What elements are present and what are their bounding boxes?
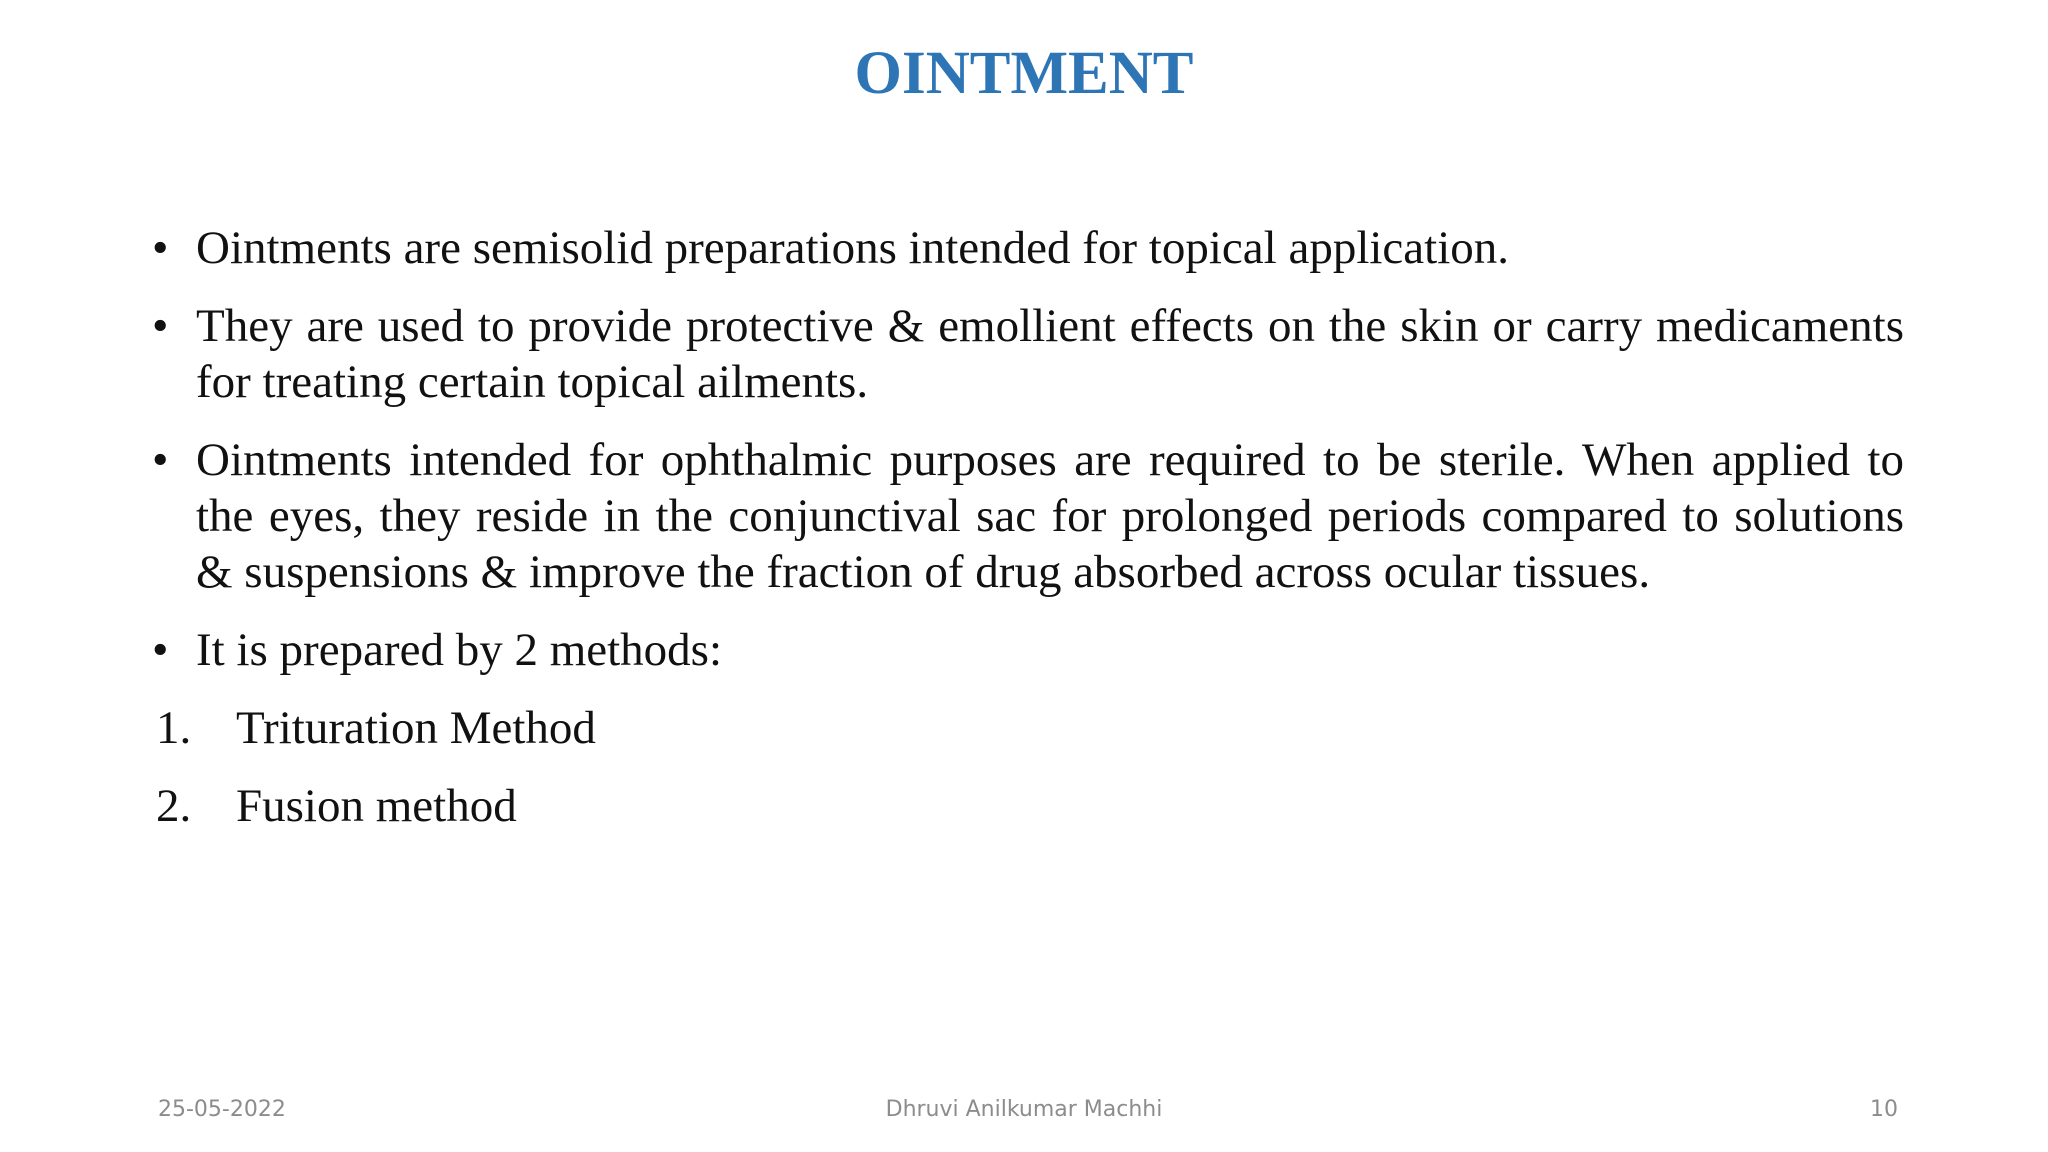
footer-date: 25-05-2022 — [158, 1097, 286, 1122]
numbered-item — [152, 778, 1904, 834]
number-marker: 1. — [156, 702, 192, 754]
slide-content — [152, 220, 1904, 856]
number-marker: 2. — [156, 780, 192, 832]
bullet-marker: • — [152, 624, 169, 676]
bullet-text: They are used to provide protective & emollient effects on the skin or carry medicaments for treating certain topical ailments. — [196, 300, 1904, 408]
bullet-item — [152, 298, 1904, 410]
bullet-text: Ointments intended for ophthalmic purposes are required to be sterile. When applied to the eyes, they reside in the conjunctival sac for prolonged periods compared to solutions & suspensions & improve the fraction of drug absorbed across ocular tissues. — [196, 434, 1904, 598]
bullet-text: Ointments are semisolid preparations intended for topical application. — [196, 222, 1510, 274]
numbered-item — [152, 700, 1904, 756]
bullet-text: It is prepared by 2 methods: — [196, 624, 723, 676]
bullet-marker: • — [152, 434, 169, 486]
bullet-item — [152, 622, 1904, 678]
footer-author: Dhruvi Anilkumar Machhi — [885, 1097, 1163, 1122]
footer-page-number: 10 — [1870, 1097, 1898, 1122]
numbered-text: Fusion method — [236, 780, 517, 832]
numbered-text: Trituration Method — [236, 702, 596, 754]
bullet-item — [152, 220, 1904, 276]
bullet-item — [152, 432, 1904, 600]
slide-title: OINTMENT — [854, 40, 1194, 107]
bullet-marker: • — [152, 300, 169, 352]
bullet-marker: • — [152, 222, 169, 274]
